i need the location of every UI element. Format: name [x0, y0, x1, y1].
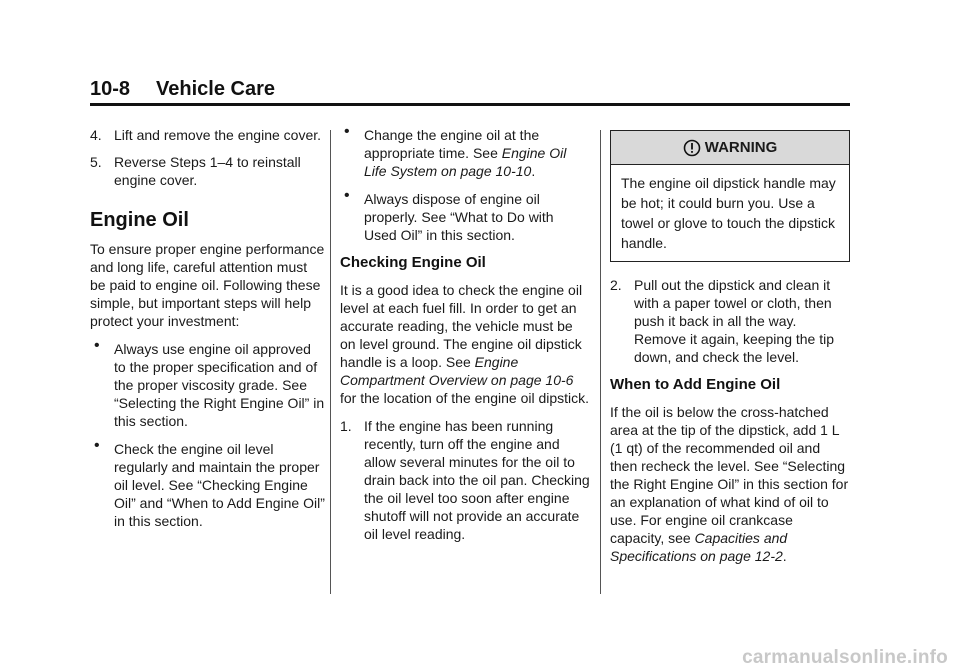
- cross-reference-link[interactable]: Capacities and Specifications on page 12-2: [610, 530, 788, 564]
- paragraph-text-end: for the location of the engine oil dipstick.: [340, 390, 590, 406]
- bullet-item: [90, 437, 326, 530]
- warning-icon: [683, 139, 701, 157]
- header-rule: [90, 103, 850, 106]
- paragraph-text-end: .: [782, 548, 787, 564]
- bullet-text: Check the engine oil level regularly and maintain the proper oil level. See “Checking Engine Oil” and “When to Add Engine Oil” in this section.: [114, 441, 325, 529]
- bullet-text: Always dispose of engine oil properly. See “What to Do with Used Oil” in this section.: [364, 191, 554, 243]
- step-item: [610, 276, 850, 366]
- step-item: [90, 126, 326, 144]
- warning-text: The engine oil dipstick handle may be hot; it could burn you. Use a towel or glove to touch the dipstick handle.: [621, 175, 836, 251]
- column-divider: [330, 130, 331, 594]
- step-number: 5.: [90, 154, 102, 170]
- cross-reference-link[interactable]: Engine Compartment Overview on page 10-6: [340, 354, 574, 388]
- bullet-item: [340, 187, 590, 244]
- page-number: 10-8: [90, 78, 131, 100]
- column-divider: [600, 130, 601, 594]
- body-paragraph: [340, 281, 590, 407]
- column-2: [340, 123, 590, 552]
- bullet-text-end: .: [531, 163, 536, 179]
- section-heading: Engine Oil: [90, 209, 189, 231]
- warning-title: WARNING: [704, 138, 778, 156]
- page-header: [90, 78, 275, 101]
- cross-reference-link[interactable]: Engine Oil Life System on page 10-10: [364, 145, 567, 179]
- bullet-icon: •: [344, 123, 350, 140]
- subsection-heading: When to Add Engine Oil: [610, 376, 781, 393]
- bullet-icon: •: [94, 437, 100, 454]
- paragraph-text: If the oil is below the cross-hatched area at the tip of the dipstick, add 1 L (1 qt) of the recommended oil and then recheck the level. See “Selecting the Right Engine Oil” in this section for an explanation of what kind of oil to use. For engine oil crankcase capacity, see: [610, 404, 849, 546]
- step-item: [90, 153, 326, 189]
- bullet-item: [90, 337, 326, 430]
- subsection-heading: Checking Engine Oil: [340, 254, 486, 271]
- intro-paragraph: To ensure proper engine performance and long life, careful attention must be paid to engine oil. Following these simple, but important steps will help protect your investment:: [90, 241, 325, 329]
- step-number: 2.: [610, 277, 622, 293]
- step-text: Reverse Steps 1–4 to reinstall engine cover.: [114, 154, 301, 188]
- bullet-icon: •: [94, 337, 100, 354]
- bullet-text: Always use engine oil approved to the proper specification and of the proper viscosity grade. See “Selecting the Right Engine Oil” in this section.: [114, 341, 325, 429]
- column-3: [610, 130, 850, 575]
- watermark: carmanualsonline.info: [742, 647, 948, 668]
- paragraph-text: It is a good idea to check the engine oil level at each fuel fill. In order to get an accurate reading, the vehicle must be on level ground. The engine oil dipstick handle is a loop. See: [340, 282, 583, 370]
- section-title: Vehicle Care: [156, 78, 275, 100]
- bullet-icon: •: [344, 187, 350, 204]
- step-text: Lift and remove the engine cover.: [114, 127, 322, 143]
- step-number: 4.: [90, 127, 102, 143]
- warning-header: [611, 131, 849, 165]
- step-number: 1.: [340, 418, 352, 434]
- bullet-item: [340, 123, 590, 180]
- column-1: [90, 126, 326, 540]
- step-text: If the engine has been running recently, turn off the engine and allow several minutes for the oil to drain back into the oil pan. Checking the oil level too soon after engine shutoff will not provide an accurate oil level reading.: [364, 418, 590, 542]
- step-item: [340, 417, 590, 543]
- step-text: Pull out the dipstick and clean it with a paper towel or cloth, then push it back in all the way. Remove it again, keeping the tip down, and check the level.: [634, 277, 835, 365]
- warning-box: [610, 130, 850, 262]
- body-paragraph: [610, 403, 850, 565]
- bullet-text: Change the engine oil at the appropriate time. See: [364, 127, 540, 161]
